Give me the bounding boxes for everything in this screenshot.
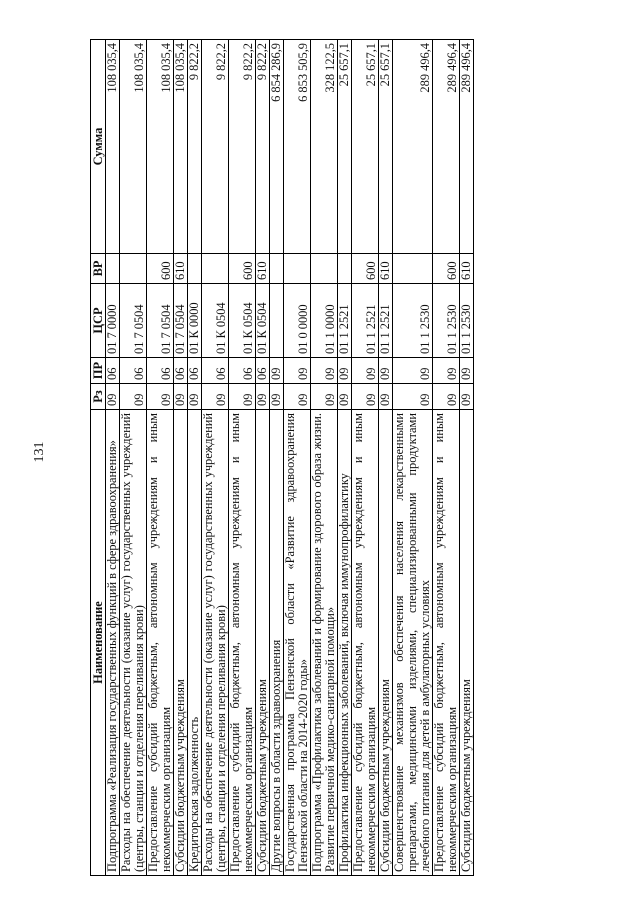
cell-pr: 06 [174,358,188,384]
cell-name: Субсидии бюджетным учреждениям [256,410,270,876]
cell-pr: 06 [188,358,202,384]
cell-name: Субсидии бюджетным учреждениям [174,410,188,876]
cell-sum: 108 035,4 [147,40,174,254]
table-row [270,40,284,876]
cell-csr: 01 1 2530 [433,284,460,358]
cell-name: Предоставление субсидий бюджетным, автономным учреждениям и иным некоммерческим организациям [229,410,256,876]
cell-vr [311,254,338,284]
cell-name: Предоставление субсидий бюджетным, автономным учреждениям и иным некоммерческим организациям [147,410,174,876]
table-row [379,40,393,876]
cell-rz: 09 [188,384,202,410]
cell-rz: 09 [338,384,352,410]
rotated-table-container [90,40,507,876]
cell-pr: 06 [147,358,174,384]
table-row [106,40,120,876]
cell-rz: 09 [120,384,147,410]
cell-sum: 25 657,1 [352,40,379,254]
cell-sum: 108 035,4 [174,40,188,254]
table-row [284,40,311,876]
header-row [91,40,106,876]
cell-vr [120,254,147,284]
page-number: 131 [32,441,47,463]
rotated-table-inner [90,40,507,876]
cell-name: Государственная программа Пензенской области «Развитие здравоохранения Пензенской области на 2014-2020 годы» [284,410,311,876]
cell-sum: 25 657,1 [379,40,393,254]
cell-sum: 289 496,4 [393,40,433,254]
cell-rz: 09 [174,384,188,410]
cell-sum: 6 854 286,9 [270,40,284,254]
cell-csr: 01 К 0000 [188,284,202,358]
cell-csr: 01 К 0504 [202,284,229,358]
cell-name: Предоставление субсидий бюджетным, автономным учреждениям и иным некоммерческим организациям [352,410,379,876]
table-row [338,40,352,876]
cell-csr: 01 0 0000 [284,284,311,358]
cell-name: Другие вопросы в области здравоохранения [270,410,284,876]
cell-pr: 06 [229,358,256,384]
cell-csr: 01 7 0504 [174,284,188,358]
cell-name: Субсидии бюджетным учреждениям [379,410,393,876]
cell-vr [338,254,352,284]
cell-rz: 09 [256,384,270,410]
cell-sum: 289 496,4 [460,40,474,254]
cell-sum: 328 122,5 [311,40,338,254]
cell-csr: 01 1 2521 [352,284,379,358]
table-row [352,40,379,876]
cell-rz: 09 [460,384,474,410]
cell-csr [270,284,284,358]
cell-sum: 108 035,4 [106,40,120,254]
cell-rz: 09 [379,384,393,410]
cell-vr: 610 [460,254,474,284]
header-name: Наименование [91,410,106,876]
cell-sum: 6 853 505,9 [284,40,311,254]
cell-name: Предоставление субсидий бюджетным, автономным учреждениям и иным некоммерческим организациям [433,410,460,876]
cell-rz: 09 [393,384,433,410]
cell-csr: 01 1 2521 [379,284,393,358]
cell-name: Расходы на обеспечение деятельности (оказание услуг) государственных учреждений (центры, станции и отделения переливания крови) [120,410,147,876]
header-vr: ВР [91,254,106,284]
table-row [256,40,270,876]
cell-pr: 09 [311,358,338,384]
header-sum: Сумма [91,40,106,254]
cell-pr: 09 [433,358,460,384]
cell-name: Совершенствование механизмов обеспечения населения лекарственными препаратами, медицинскими изделиями, специализированными продуктами лечебного питания для детей в амбулаторных условиях [393,410,433,876]
header-csr: ЦСР [91,284,106,358]
cell-csr: 01 7 0504 [147,284,174,358]
cell-vr [188,254,202,284]
table-row [393,40,433,876]
cell-csr: 01 К 0504 [256,284,270,358]
cell-pr: 09 [460,358,474,384]
cell-name: Субсидии бюджетным учреждениям [460,410,474,876]
cell-pr: 09 [393,358,433,384]
cell-vr: 600 [229,254,256,284]
table-row [311,40,338,876]
cell-vr [270,254,284,284]
cell-vr [393,254,433,284]
cell-pr: 09 [352,358,379,384]
cell-name: Кредиторская задолженность [188,410,202,876]
cell-pr: 06 [202,358,229,384]
cell-rz: 09 [106,384,120,410]
cell-rz: 09 [147,384,174,410]
table-row [229,40,256,876]
table-row [202,40,229,876]
cell-vr [202,254,229,284]
cell-vr: 610 [379,254,393,284]
cell-sum: 289 496,4 [433,40,460,254]
cell-vr: 600 [147,254,174,284]
cell-csr: 01 7 0504 [120,284,147,358]
header-rz: Рз [91,384,106,410]
cell-rz: 09 [352,384,379,410]
cell-sum: 9 822,2 [229,40,256,254]
cell-vr [284,254,311,284]
table-row [460,40,474,876]
cell-pr: 09 [338,358,352,384]
table-row [120,40,147,876]
budget-table [90,39,474,876]
cell-pr: 09 [379,358,393,384]
cell-pr: 06 [256,358,270,384]
table-row [433,40,460,876]
cell-sum: 25 657,1 [338,40,352,254]
header-pr: ПР [91,358,106,384]
cell-pr: 06 [106,358,120,384]
cell-name: Расходы на обеспечение деятельности (оказание услуг) государственных учреждений (центры, станции и отделения переливания крови) [202,410,229,876]
table-row [188,40,202,876]
cell-csr: 01 7 0000 [106,284,120,358]
cell-name: Подпрограмма «Профилактика заболеваний и формирование здорового образа жизни. Развитие первичной медико-санитарной помощи» [311,410,338,876]
cell-pr: 09 [284,358,311,384]
cell-rz: 09 [229,384,256,410]
cell-pr: 06 [120,358,147,384]
table-body [106,40,474,876]
cell-csr: 01 1 2521 [338,284,352,358]
cell-vr: 600 [352,254,379,284]
cell-rz: 09 [433,384,460,410]
cell-pr: 09 [270,358,284,384]
cell-rz: 09 [311,384,338,410]
cell-rz: 09 [270,384,284,410]
cell-csr: 01 1 2530 [393,284,433,358]
table-row [174,40,188,876]
cell-rz: 09 [284,384,311,410]
cell-vr: 610 [256,254,270,284]
cell-name: Профилактика инфекционных заболеваний, включая иммунопрофилактику [338,410,352,876]
cell-vr: 600 [433,254,460,284]
cell-csr: 01 1 0000 [311,284,338,358]
cell-vr: 610 [174,254,188,284]
cell-csr: 01 1 2530 [460,284,474,358]
cell-rz: 09 [202,384,229,410]
cell-sum: 9 822,2 [256,40,270,254]
cell-name: Подпрограмма «Реализация государственных функций в сфере здравоохранения» [106,410,120,876]
table-row [147,40,174,876]
cell-sum: 9 822,2 [188,40,202,254]
cell-csr: 01 К 0504 [229,284,256,358]
cell-vr [106,254,120,284]
cell-sum: 108 035,4 [120,40,147,254]
cell-sum: 9 822,2 [202,40,229,254]
table-header [91,40,106,876]
